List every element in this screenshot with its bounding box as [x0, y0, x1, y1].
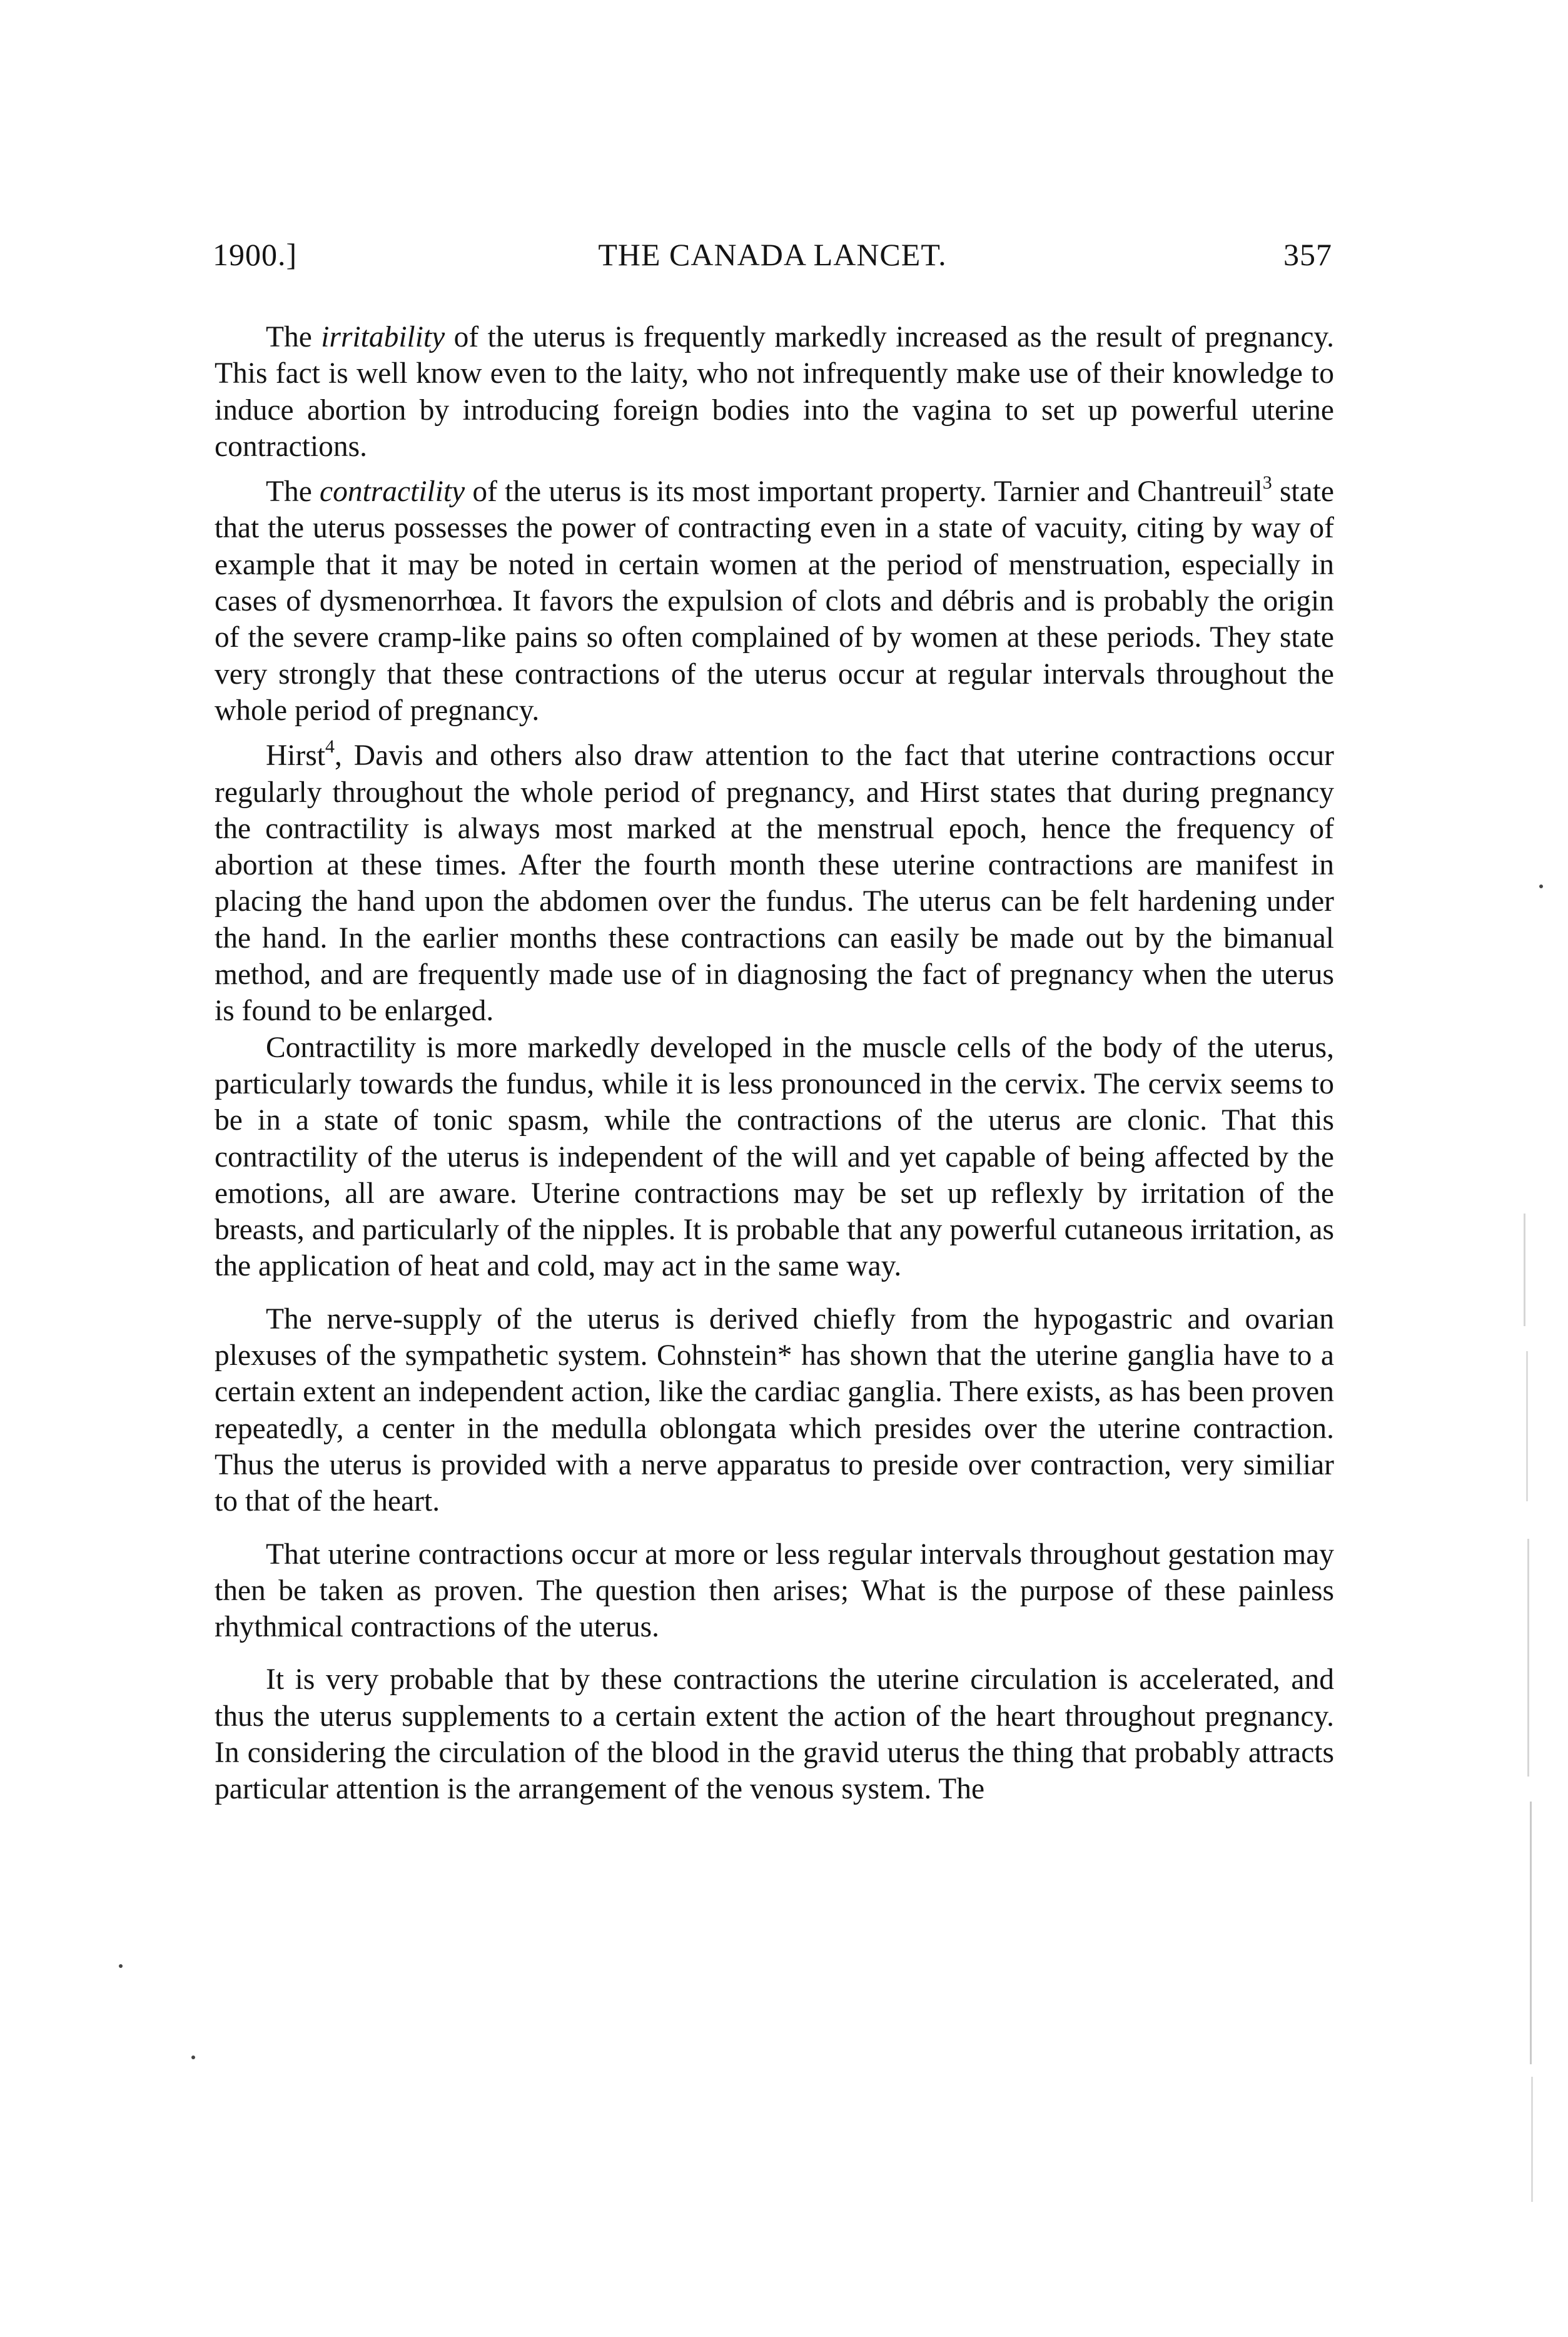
page-number: 357: [1283, 237, 1332, 272]
footnote-ref-3: 3: [1262, 472, 1272, 494]
term-irritability: irritability: [321, 321, 445, 353]
running-header: [213, 236, 1332, 280]
paragraph-contractility: The contractility of the uterus is its most important property. Tarnier and Chantreuil$^3$ state that the uterus possesses the power of contracting even in a state of vacuity, citing by way of example that it may be noted in certain women at the period of menstruation, especially in cases of dysmenorrhœa. It favors the expulsion of clots and débris and is probably the origin of the severe cramp-like pains so often complained of by women at these periods. They state very strongly that these contractions of the uterus occur at regular intervals throughout the whole period of pregnancy.: [215, 472, 1334, 727]
paragraph-gestation: That uterine contractions occur at more or less regular intervals throughout gestation may then be taken as proven. The question then arises; What is the purpose of these painless rhythmical contractions of the uterus.: [215, 1538, 1334, 1644]
paragraph-circulation: It is very probable that by these contractions the uterine circulation is accelerated, and thus the uterus supplements to a certain extent the action of the heart throughout pregnancy. In considering the circulation of the blood in the gravid uterus the thing that probably attracts particular attention is the arrangement of the venous system. The: [215, 1663, 1334, 1806]
scan-speck: [119, 1964, 123, 1968]
footnote-ref-4: 4: [325, 736, 335, 758]
term-contractility: contractility: [320, 475, 465, 509]
article-body: [215, 319, 1334, 1817]
paragraph-nerve-supply: The nerve-supply of the uterus is derived chiefly from the hypogastric and ovarian plexuses of the sympathetic system. Cohnstein* has shown that the uterine ganglia have to a certain extent an independent action, like the cardiac ganglia. There exists, as has been proven repeatedly, a center in the medulla oblongata which presides over the uterine contraction. Thus the uterus is provided with a nerve apparatus to preside over contraction, very similiar to that of the heart.: [215, 1302, 1334, 1518]
scan-edge-mark: [1527, 1539, 1529, 1777]
paragraph-irritability: The irritability of the uterus is frequently markedly increased as the result of pregnancy. This fact is well know even to the laity, who not infrequently make use of their knowledge to induce abortion by introducing foreign bodies into the vagina to set up powerful uterine contractions.: [215, 321, 1334, 463]
scan-edge-mark: [1526, 1351, 1528, 1501]
journal-title: THE CANADA LANCET.: [598, 237, 947, 272]
scan-speck: [1539, 885, 1543, 888]
paragraph-hirst: Hirst$^4$, Davis and others also draw attention to the fact that uterine contractions occur regularly throughout the whole period of pregnancy, and Hirst states that during pregnancy the contractility is always most marked at the menstrual epoch, hence the frequency of abortion at these times. After the fourth month these uterine contractions are manifest in placing the hand upon the abdomen over the fundus. The uterus can be felt hardening under the hand. In the earlier months these contractions can easily be made out by the bimanual method, and are frequently made use of in diagnosing the fact of pregnancy when the uterus is found to be enlarged.: [215, 736, 1334, 1028]
header-year: 1900.]: [213, 237, 298, 272]
scan-edge-mark: [1530, 1802, 1532, 2064]
scan-edge-mark: [1531, 2077, 1533, 2202]
scan-speck: [191, 2056, 195, 2059]
scan-edge-mark: [1524, 1214, 1525, 1326]
paragraph-cervix: Contractility is more markedly developed in the muscle cells of the body of the uterus, particularly towards the fundus, while it is less pronounced in the cervix. The cervix seems to be in a state of tonic spasm, while the contractions of the uterus are clonic. That this contractility of the uterus is independent of the will and yet capable of being affected by the emotions, all are aware. Uterine contractions may be set up reflexly by irritation of the breasts, and particularly of the nipples. It is probable that any powerful cutaneous irritation, as the application of heat and cold, may act in the same way.: [215, 1031, 1334, 1283]
